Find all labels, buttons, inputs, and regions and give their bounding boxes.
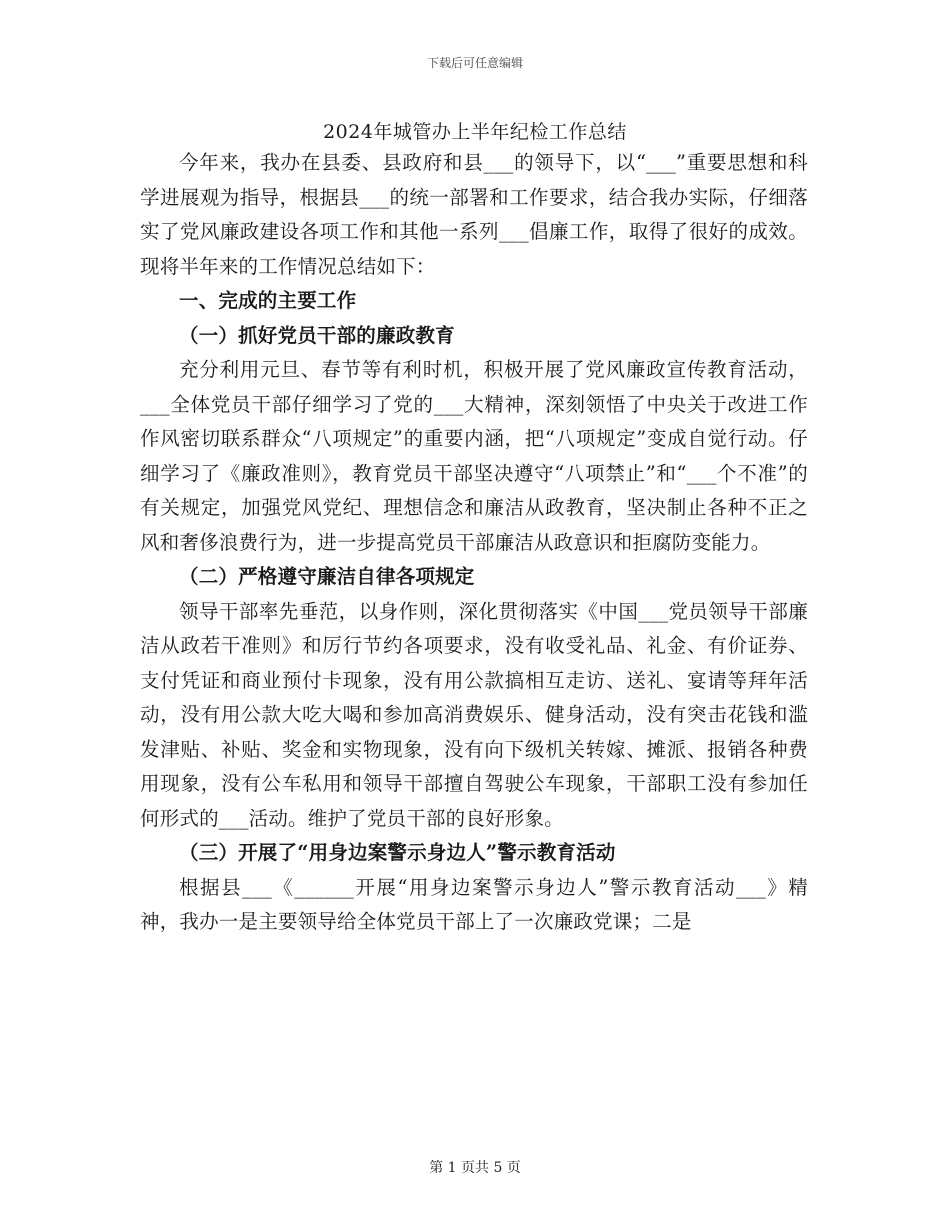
document-title: 2024年城管办上半年纪检工作总结	[323, 121, 627, 143]
subsection-heading-warning-education: （三）开展了“用身边案警示身边人”警示教育活动	[179, 841, 616, 864]
education-paragraph: 充分利用元旦、春节等有利时机，积极开展了党风廉政宣传教育活动，___全体党员干部仔细学习了党的___大精神，深刻领悟了中央关于改进工作作风密切联系群众“八项规定”的重要内涵，把“八项规定”变成自觉行动。仔细学习了《廉政准则》，教育党员干部坚决遵守“八项禁止”和“___个不准”的有关规定，加强党风党纪、理想信念和廉洁从政教育，坚决制止各种不正之风和奢侈浪费行为，进一步提高党员干部廉洁从政意识和拒腐防变能力。	[140, 358, 808, 554]
page-footer: 第 1 页共 5 页	[429, 1160, 521, 1176]
document-body	[140, 146, 808, 940]
section-heading-main-work: 一、完成的主要工作	[179, 289, 357, 312]
subsection-heading-self-discipline: （二）严格遵守廉洁自律各项规定	[179, 565, 475, 588]
subsection-heading-education: （一）抓好党员干部的廉政教育	[179, 323, 455, 347]
page-header: 下载后可任意编辑	[426, 56, 523, 70]
self-discipline-paragraph: 领导干部率先垂范，以身作则，深化贯彻落实《中国___党员领导干部廉洁从政若干准则》和厉行节约各项要求，没有收受礼品、礼金、有价证券、支付凭证和商业预付卡现象，没有用公款搞相互走访、送礼、宴请等拜年活动，没有用公款大吃大喝和参加高消费娱乐、健身活动，没有突击花钱和滥发津贴、补贴、奖金和实物现象，没有向下级机关转嫁、摊派、报销各种费用现象，没有公车私用和领导干部擅自驾驶公车现象，干部职工没有参加任何形式的___活动。维护了党员干部的良好形象。	[140, 599, 808, 830]
intro-paragraph: 今年来，我办在县委、县政府和县___的领导下，以“___”重要思想和科学进展观为指导，根据县___的统一部署和工作要求，结合我办实际，仔细落实了党风廉政建设各项工作和其他一系列___倡廉工作，取得了很好的成效。现将半年来的工作情况总结如下：	[140, 151, 808, 278]
warning-education-paragraph: 根据县___《______开展“用身边案警示身边人”警示教育活动___》精神，我办一是主要领导给全体党员干部上了一次廉政党课；二是	[140, 875, 808, 933]
